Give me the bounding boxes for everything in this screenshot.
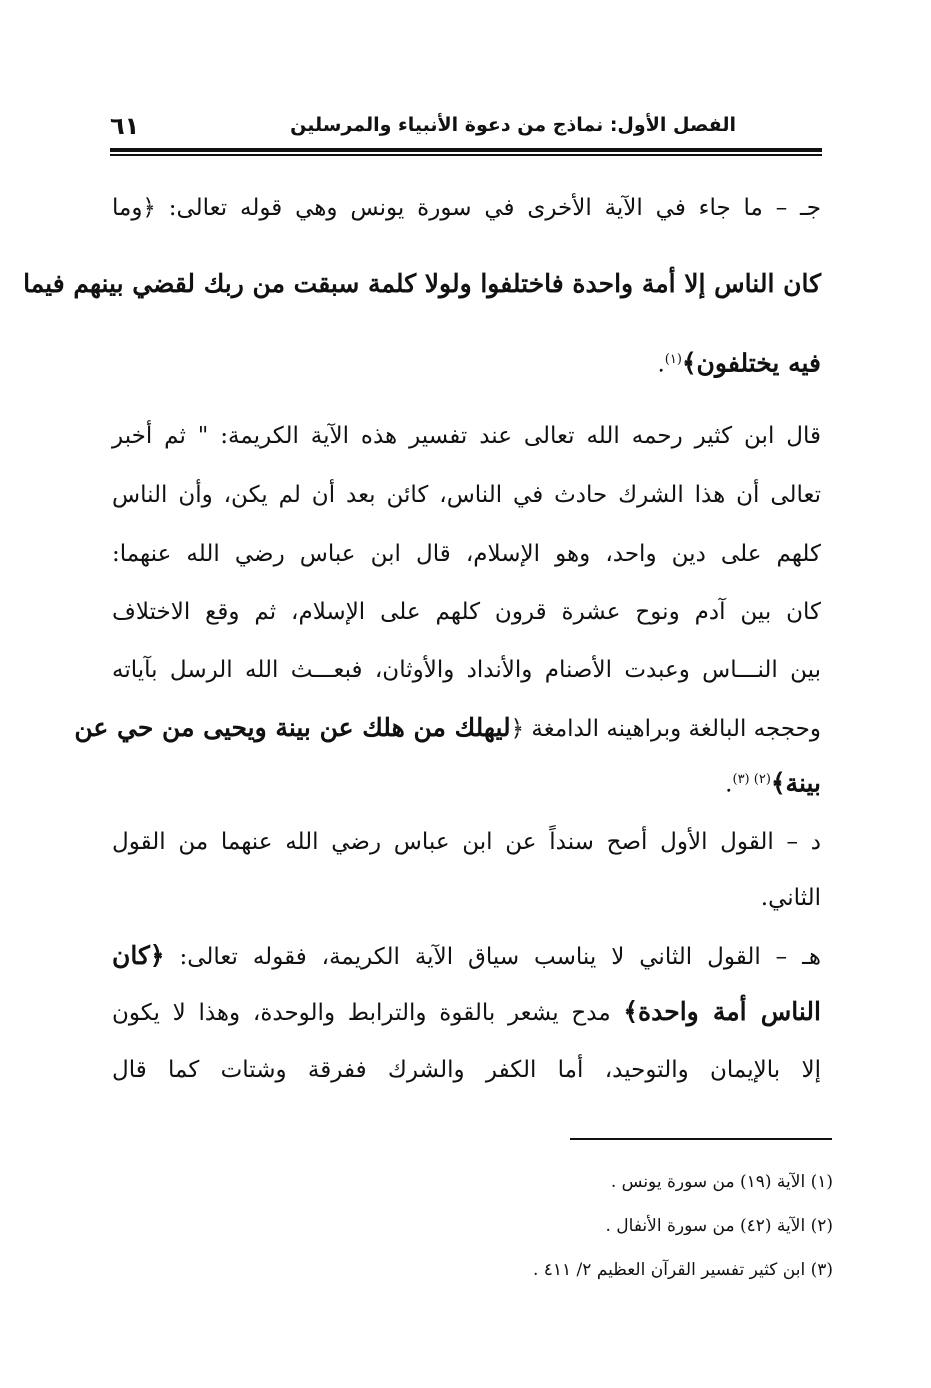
line-9-text: وحججه البالغة وبراهينه الدامغة ﴿ (510, 716, 821, 742)
sentence-end: . (657, 351, 665, 378)
paragraph-line-8: بين النـــاس وعبدت الأصنام والأنداد والأوثان، فبعـــث الله الرسل بآياته (112, 657, 821, 683)
page-number: ٦١ (110, 112, 140, 140)
paragraph-line-15: إلا بالإيمان والتوحيد، أما الكفر والشرك ففرقة وشتات كما قال (112, 1057, 821, 1083)
paragraph-line-10 (725, 762, 821, 803)
quran-verse-line-2: كان الناس إلا أمة واحدة فاختلفوا ولولا كلمة سبقت من ربك لقضي بينهم فيما (23, 269, 821, 298)
chapter-title: الفصل الأول: نماذج من دعوة الأنبياء والمرسلين (290, 114, 736, 136)
paragraph-line-14 (112, 994, 821, 1031)
paragraph-line-12: الثاني. (760, 885, 821, 911)
footnote-ref-1: (١) (664, 352, 682, 367)
footnote-separator (570, 1138, 832, 1140)
footnote-3: (٣) ابن كثير تفسير القرآن العظيم ٢/ ٤١١ . (532, 1260, 833, 1280)
line-14-text: مدح يشعر بالقوة والترابط والوحدة، وهذا لا يكون (112, 1000, 624, 1026)
paragraph-line-1: جـ – ما جاء في الآية الأخرى في سورة يونس وهي قوله تعالى: ﴿وما (112, 195, 821, 221)
paragraph-line-5: تعالى أن هذا الشرك حادث في الناس، كائن بعد أن لم يكن، وأن الناس (112, 482, 821, 508)
quran-verse-inline: ليهلك من هلك عن بينة ويحيى من حي عن (74, 713, 511, 742)
paragraph-line-6: كلهم على دين واحد، وهو الإسلام، قال ابن عباس رضي الله عنهما: (112, 541, 821, 567)
footnote-ref-2-3: (٢) (٣) (732, 772, 771, 787)
paragraph-line-13 (112, 938, 821, 975)
quran-verse-short: الناس أمة واحدة﴾ (623, 997, 821, 1026)
sentence-end-2: . (725, 771, 733, 798)
line-13-text: هـ – القول الثاني لا يناسب سياق الآية الكريمة، فقوله تعالى: (164, 944, 822, 970)
quran-verse-end-2: بينة﴾ (770, 768, 821, 798)
quran-verse-line-3 (657, 342, 821, 383)
footnote-1: (١) الآية (١٩) من سورة يونس . (610, 1172, 833, 1192)
quran-verse-start: ﴿كان (112, 941, 165, 970)
paragraph-line-9 (74, 710, 821, 747)
header-rule-thick (110, 148, 822, 152)
paragraph-line-7: كان بين آدم ونوح عشرة قرون كلهم على الإسلام، ثم وقع الاختلاف (112, 599, 821, 625)
paragraph-line-4: قال ابن كثير رحمه الله تعالى عند تفسير هذه الآية الكريمة: " ثم أخبر (112, 423, 821, 449)
quran-verse-end: فيه يختلفون﴾ (681, 348, 821, 378)
footnote-2: (٢) الآية (٤٢) من سورة الأنفال . (605, 1216, 833, 1236)
header-rule-thin (110, 154, 822, 156)
paragraph-line-11: د – القول الأول أصح سنداً عن ابن عباس رضي الله عنهما من القول (112, 829, 821, 855)
